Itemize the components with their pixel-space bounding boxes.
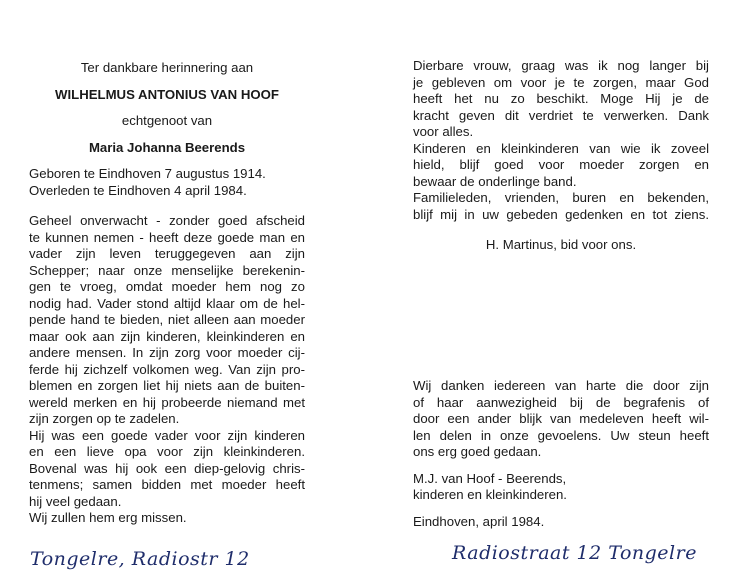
intro-text: Ter dankbare herinnering aan <box>80 60 254 75</box>
left-column <box>29 58 305 527</box>
eulogy-text <box>29 213 305 527</box>
eulogy-line: tenmens; samen bidden met moeder heeft <box>29 477 305 492</box>
verse-line: voor alles. <box>413 124 474 139</box>
eulogy-line: maar ook aan zijn kinderen, kleinkinderen en <box>29 328 305 344</box>
eulogy-line: Bovenal was hij ook een diep-gelovig chris- <box>29 460 305 476</box>
relation-text: echtgenoot van <box>121 113 213 128</box>
birth-line: Geboren te Eindhoven 7 augustus 1914. <box>29 166 266 181</box>
eulogy-line: Wij zullen hem erg missen. <box>29 510 187 525</box>
eulogy-line: Schepper; naar onze menselijke berekenin- <box>29 262 305 278</box>
death-line: Overleden te Eindhoven 4 april 1984. <box>29 182 247 198</box>
eulogy-line: hij veel gedaan. <box>29 493 122 509</box>
thanks-line: Wij danken iedereen van harte die door zijn <box>413 378 709 393</box>
place-date: Eindhoven, april 1984. <box>413 513 545 529</box>
handwritten-address-left: Tongelre, Radiostr 12 <box>30 548 250 570</box>
eulogy-line: wereld merken en hij probeerde niemand met <box>29 394 305 410</box>
eulogy-line: te kunnen nemen - heeft deze goede man en <box>29 229 305 245</box>
farewell-verse <box>413 58 709 223</box>
eulogy-line: Geheel onverwacht - zonder goed afscheid <box>29 213 305 228</box>
verse-line: Kinderen en kleinkinderen van wie ik zoveel <box>413 140 709 156</box>
verse-line: kracht geven dit verdriet te verwerken. Dank <box>413 107 709 123</box>
verse-line: je gebleven om voor je te zorgen, maar God <box>413 74 709 90</box>
eulogy-line: vader zijn leven teruggegeven aan zijn <box>29 246 305 261</box>
eulogy-line: zijn zorgen op te zadelen. <box>29 411 180 426</box>
thanks-block <box>413 378 709 530</box>
verse-line: hield, blijf goed voor moeder zorgen en <box>413 157 709 172</box>
prayer-line: H. Martinus, bid voor ons. <box>485 237 637 252</box>
signature-line: M.J. van Hoof - Beerends, <box>413 470 567 486</box>
eulogy-line: andere mensen. In zijn zorg voor moeder cij- <box>29 345 305 360</box>
thanks-line: of haar aanwezigheid bij de begrafenis of <box>413 394 709 410</box>
handwritten-address-right: Radiostraat 12 Tongelre <box>452 542 697 564</box>
eulogy-line: nodig had. Vader stond altijd klaar om de hel- <box>29 295 305 311</box>
eulogy-line: pende hand te bieden, niet alleen aan moeder <box>29 312 305 327</box>
eulogy-line: en een lieve opa voor zijn kleinkinderen. <box>29 444 305 459</box>
eulogy-line: Hij was een goede vader voor zijn kinderen <box>29 427 305 443</box>
verse-line: Familieleden, vrienden, buren en bekenden, <box>413 190 709 205</box>
thanks-line: door een ander blijk van medeleven heeft wil- <box>413 411 709 426</box>
eulogy-line: ferde hij zichzelf volkomen weg. Van zijn pro- <box>29 361 305 377</box>
verse-line: bewaar de onderlinge band. <box>413 173 577 189</box>
thanks-line: ons erg goed gedaan. <box>413 444 542 459</box>
verse-line: blijf mij in uw gebeden gedenken en tot ziens. <box>413 206 709 222</box>
deceased-name: WILHELMUS ANTONIUS VAN HOOF <box>55 86 279 102</box>
eulogy-line: blemen en zorgen liet hij niets aan de buiten- <box>29 378 305 393</box>
eulogy-line: gen te vroeg, omdat moeder hem nog zo <box>29 279 305 294</box>
verse-line: Dierbare vrouw, graag was ik nog langer bij <box>413 58 709 73</box>
verse-line: heeft het nu zo beschikt. Moge Hij je de <box>413 91 709 106</box>
right-column <box>413 58 709 529</box>
thanks-line: len delen in onze gevoelens. Uw steun heeft <box>413 427 709 443</box>
signature-line: kinderen en kleinkinderen. <box>413 487 567 502</box>
spouse-name: Maria Johanna Beerends <box>88 139 246 155</box>
